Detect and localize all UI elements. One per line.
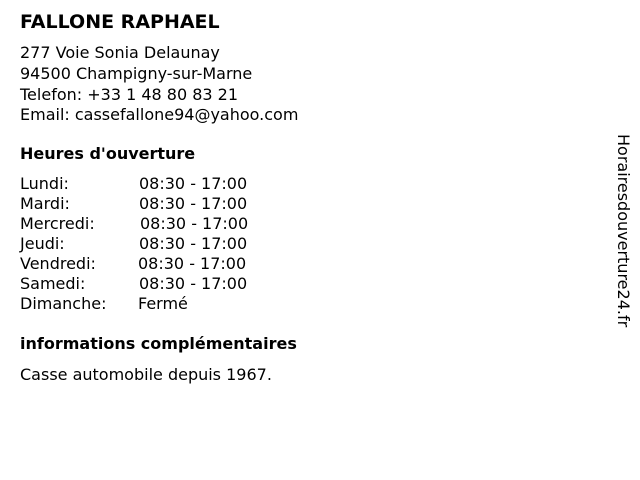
hours-row-thursday (20, 234, 320, 254)
hours-row-monday (20, 174, 320, 194)
day-label: Mercredi: (20, 214, 95, 233)
additional-info-text: Casse automobile depuis 1967. (20, 365, 272, 384)
hours-row-friday (20, 254, 320, 274)
hours-row-tuesday (20, 194, 320, 214)
time-value: 08:30 - 17:00 (139, 194, 248, 213)
hours-row-wednesday (20, 214, 320, 234)
time-value: 08:30 - 17:00 (140, 214, 249, 233)
day-label: Dimanche: (20, 294, 107, 313)
address-street: 277 Voie Sonia Delaunay (20, 43, 220, 62)
time-value: Fermé (138, 294, 188, 313)
site-watermark (612, 134, 634, 374)
opening-hours-heading: Heures d'ouverture (20, 144, 196, 163)
time-value: 08:30 - 17:00 (138, 254, 247, 273)
time-value: 08:30 - 17:00 (139, 234, 248, 253)
day-label: Samedi: (20, 274, 86, 293)
time-value: 08:30 - 17:00 (139, 274, 248, 293)
address-city: 94500 Champigny-sur-Marne (20, 64, 253, 83)
day-label: Jeudi: (20, 234, 65, 253)
watermark-text: Horairesdouverture24.fr (614, 134, 633, 328)
hours-row-saturday (20, 274, 320, 294)
time-value: 08:30 - 17:00 (139, 174, 248, 193)
additional-info-heading: informations complémentaires (20, 334, 297, 353)
day-label: Vendredi: (20, 254, 96, 273)
hours-row-sunday (20, 294, 320, 314)
day-label: Lundi: (20, 174, 69, 193)
business-name: FALLONE RAPHAEL (20, 11, 220, 33)
phone-number[interactable]: Telefon: +33 1 48 80 83 21 (20, 85, 239, 104)
email-address[interactable]: Email: cassefallone94@yahoo.com (20, 105, 299, 124)
day-label: Mardi: (20, 194, 70, 213)
